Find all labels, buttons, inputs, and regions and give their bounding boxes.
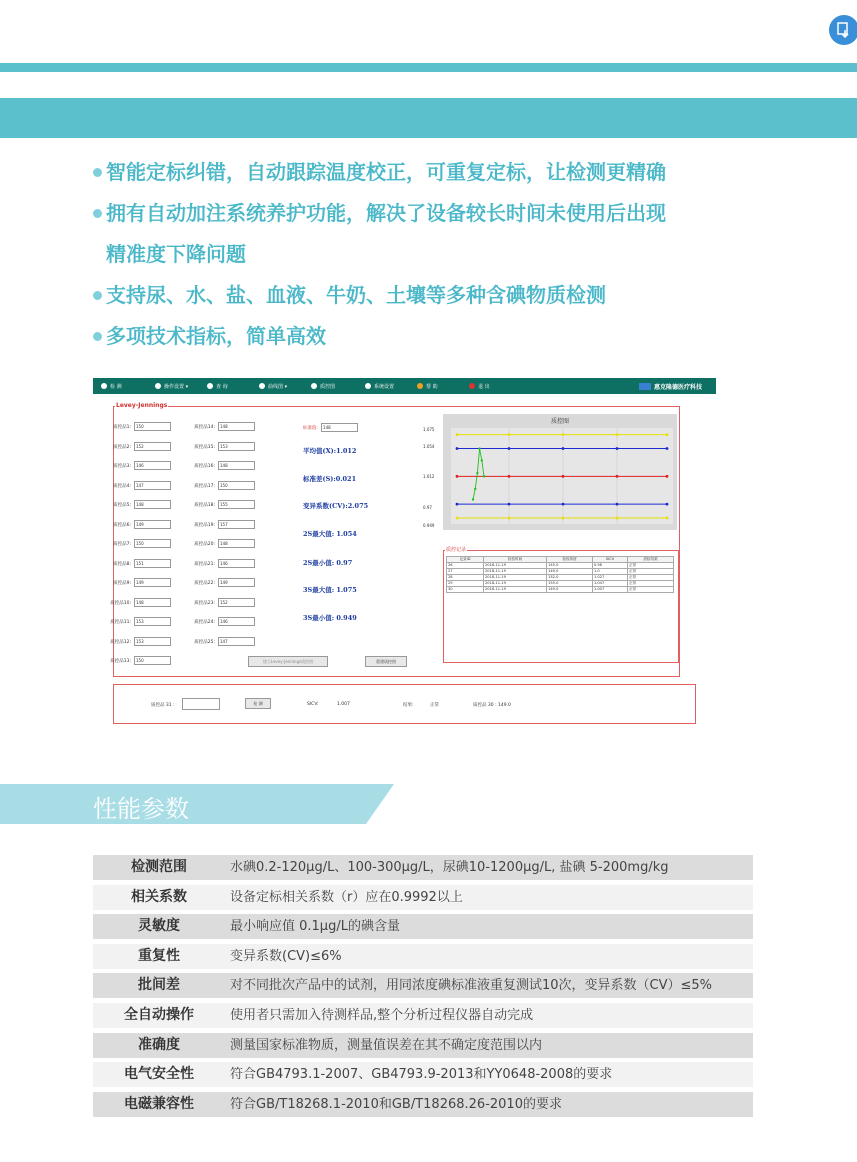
sample-row [107, 656, 171, 665]
stat-line: 3S最大值: 1.075 [303, 586, 357, 594]
concentration-input[interactable]: 148 [321, 423, 358, 432]
param-key: 准确度 [138, 1036, 180, 1053]
table-cell: 145.0 [547, 563, 593, 569]
sample-label: 质控品14: [194, 425, 215, 430]
sample-input[interactable]: 146 [218, 617, 255, 626]
menu-item-qc-chart[interactable]: 质控图 [311, 383, 335, 390]
result-label: 结果: [403, 703, 414, 708]
sicv-value: 1.007 [337, 702, 350, 707]
sample-input[interactable]: 148 [218, 539, 255, 548]
qc-trace-line [473, 449, 484, 500]
param-row [93, 973, 753, 998]
y-tick-label: 1.054 [423, 444, 435, 449]
qc-chart-svg [451, 428, 673, 524]
sample-row [107, 637, 171, 646]
sample-row [191, 500, 255, 509]
sample-label: 质控品1: [113, 425, 131, 430]
stat-line: 标准差(S):0.021 [303, 475, 357, 483]
table-cell: 30 [447, 587, 484, 593]
sample-row [191, 461, 255, 470]
close-icon [469, 383, 475, 389]
sample-row [191, 578, 255, 587]
gear-icon [365, 383, 371, 389]
control-limit-point [456, 475, 459, 478]
sample-input[interactable]: 147 [218, 637, 255, 646]
table-cell: 正常 [628, 563, 674, 569]
table-cell: 149.0 [547, 569, 593, 575]
sample-row [107, 539, 171, 548]
param-row [93, 914, 753, 939]
sample-row [191, 481, 255, 490]
stat-line: 平均值(X):1.012 [303, 447, 357, 455]
sample-label: 质控品5: [113, 503, 131, 508]
sample-row [191, 617, 255, 626]
sample-label: 质控品16: [194, 464, 215, 469]
qc-trace-point [481, 459, 483, 461]
control-limit-point [508, 447, 511, 450]
sample-label: 质控品18: [194, 503, 215, 508]
param-value: 符合GB/T18268.1-2010和GB/T18268.26-2010的要求 [230, 1096, 562, 1112]
sample-label: 质控品17: [194, 483, 215, 489]
table-cell: 155.0 [547, 581, 593, 587]
menu-item-exit[interactable]: 退 出 [469, 383, 490, 390]
sample-label: 质控品4: [113, 483, 131, 489]
header-accent-line [0, 63, 857, 72]
sample-input[interactable]: 149 [218, 578, 255, 587]
sample-row [107, 422, 171, 431]
sample-input[interactable]: 148 [134, 598, 171, 607]
param-value: 变异系数(CV)≤6% [230, 948, 342, 964]
param-value: 符合GB4793.1-2007、GB4793.9-2013和YY0648-2008的要求 [230, 1067, 613, 1083]
sample-input[interactable]: 151 [134, 559, 171, 568]
table-cell: 2018-11-19 [484, 581, 547, 587]
param-row [93, 1003, 753, 1028]
param-key: 电磁兼容性 [124, 1095, 194, 1112]
sample-row [191, 520, 255, 529]
stat-line: 3S最小值: 0.949 [303, 614, 357, 622]
brand-logo-icon [639, 383, 651, 390]
sample-label: 质控品6: [113, 522, 131, 528]
control-limit-point [508, 517, 511, 520]
param-key: 重复性 [138, 947, 180, 964]
sample-row [191, 637, 255, 646]
sample-row [107, 559, 171, 568]
menu-bar [93, 378, 716, 394]
sample-label: 质控品2: [113, 444, 131, 450]
search-icon [101, 383, 107, 389]
sample-label: 质控品22: [194, 581, 215, 586]
stat-line: 2S最大值: 1.054 [303, 530, 357, 538]
control-limit-point [616, 503, 619, 506]
control-limit-point [508, 503, 511, 506]
sample-input[interactable]: 153 [134, 637, 171, 646]
sample-row [191, 442, 255, 451]
sample-input[interactable]: 149 [134, 578, 171, 587]
param-key: 灵敏度 [138, 918, 180, 935]
param-row [93, 1033, 753, 1058]
next-sample-input[interactable] [182, 698, 220, 710]
sample-row [107, 461, 171, 470]
control-limit-point [666, 433, 669, 436]
qc-chart-area [451, 428, 673, 524]
control-limit-point [666, 475, 669, 478]
qc-records-title: 质控记录 [446, 547, 467, 553]
sample-input[interactable]: 153 [134, 617, 171, 626]
y-tick-label: 1.012 [423, 474, 435, 479]
qc-chart [443, 414, 677, 530]
control-limit-point [562, 447, 565, 450]
sample-row [191, 539, 255, 548]
bullet-dot-icon [93, 291, 102, 300]
bullet-dot-icon [93, 332, 102, 341]
section-title: 性能参数 [93, 795, 189, 823]
sample-input[interactable]: 148 [218, 422, 255, 431]
brand: 惠克隆德医疗科技 [639, 382, 702, 391]
section-header [0, 784, 394, 824]
help-icon [417, 383, 423, 389]
control-limit-point [456, 503, 459, 506]
panel-title: Levey-Jennings [116, 402, 168, 409]
param-key: 检测范围 [131, 859, 187, 875]
sample-input[interactable]: 150 [134, 539, 171, 548]
last-sample-label: 质控品 30 : 149.0 [473, 703, 511, 708]
qc-records-table [446, 556, 674, 593]
param-key: 全自动操作 [124, 1006, 194, 1023]
table-cell: 1.027 [592, 575, 627, 581]
menu-item-query[interactable]: 查 询 [207, 383, 228, 390]
sample-label: 质控品10: [110, 600, 131, 606]
param-table [93, 855, 753, 1121]
sample-row [107, 578, 171, 587]
sample-input[interactable]: 150 [134, 656, 171, 665]
control-limit-point [456, 433, 459, 436]
sample-label: 质控品9: [113, 581, 131, 586]
rebuild-qc-chart-button[interactable]: 重建质控图 [365, 656, 407, 667]
control-limit-point [562, 503, 565, 506]
control-limit-point [562, 433, 565, 436]
table-cell: 1.047 [592, 581, 627, 587]
column-header: 记录ID [447, 557, 484, 563]
column-header: 质检结果 [628, 557, 674, 563]
qc-trace-point [472, 498, 474, 500]
control-limit-point [508, 433, 511, 436]
stat-line: 2S最小值: 0.97 [303, 559, 353, 567]
menu-item-help[interactable]: 帮 助 [417, 383, 438, 390]
control-limit-point [616, 447, 619, 450]
param-value: 测量国家标准物质，测量值误差在其不确定度范围以内 [230, 1037, 543, 1053]
sample-label: 质控品25: [194, 639, 215, 645]
control-limit-point [666, 503, 669, 506]
table-cell: 26 [447, 563, 484, 569]
sample-input[interactable]: 148 [218, 461, 255, 470]
table-cell: 1.0 [592, 569, 627, 575]
table-cell: 2018-11-19 [484, 569, 547, 575]
param-key: 批间差 [138, 977, 180, 994]
sample-input[interactable]: 146 [218, 559, 255, 568]
sample-input[interactable]: 149 [134, 520, 171, 529]
table-cell: 27 [447, 569, 484, 575]
param-value: 水碘0.2-120μg/L、100-300μg/L，尿碘10-1200μg/L, 盐碘 5-200mg/kg [230, 860, 669, 875]
param-row [93, 944, 753, 969]
param-value: 使用者只需加入待测样品,整个分析过程仪器自动完成 [230, 1007, 534, 1023]
control-limit-point [562, 517, 565, 520]
qc-chart-icon [311, 383, 317, 389]
sample-row [107, 598, 171, 607]
param-row [93, 855, 753, 880]
param-row [93, 1062, 753, 1087]
control-limit-point [456, 447, 459, 450]
sample-label: 质控品24: [194, 620, 215, 625]
feature-item: 支持尿、水、盐、血液、牛奶、土壤等多种含碘物质检测 [92, 275, 812, 316]
sample-row [107, 442, 171, 451]
control-limit-point [616, 433, 619, 436]
sample-row [107, 617, 171, 626]
qc-trace-point [478, 447, 480, 449]
feature-item: 智能定标纠错，自动跟踪温度校正，可重复定标，让检测更精确 [92, 152, 812, 193]
qc-trace-point [474, 488, 476, 490]
sample-label: 质控品23: [194, 600, 215, 606]
sample-row [107, 500, 171, 509]
table-cell: 149.0 [547, 587, 593, 593]
table-cell: 正常 [628, 575, 674, 581]
table-cell: 2018-11-19 [484, 575, 547, 581]
concentration-field: 标准值: 148 [303, 423, 358, 432]
sample-input[interactable]: 146 [134, 461, 171, 470]
table-cell: 正常 [628, 581, 674, 587]
menu-item-detect[interactable]: 检 测 [101, 383, 122, 390]
control-limit-point [616, 517, 619, 520]
sample-input[interactable]: 148 [134, 500, 171, 509]
sample-label: 质控品21: [194, 561, 215, 567]
control-limit-point [666, 517, 669, 520]
download-badge[interactable] [829, 15, 857, 45]
sample-label: 质控品8: [113, 561, 131, 567]
sicv-label: SICV: [307, 702, 319, 707]
sample-label: 质控品13: [110, 659, 131, 664]
chart-icon [259, 383, 265, 389]
qc-chart-title: 质控图 [550, 418, 569, 425]
sample-label: 质控品15: [194, 444, 215, 450]
qc-trace-point [476, 472, 478, 474]
control-limit-point [508, 475, 511, 478]
sample-input[interactable]: 152 [218, 598, 255, 607]
menu-item-curve[interactable]: 曲线图 ▾ [259, 383, 287, 390]
param-key: 电气安全性 [124, 1066, 194, 1083]
sample-row [191, 422, 255, 431]
sample-row [191, 598, 255, 607]
section-header-ribbon [0, 784, 394, 824]
param-row [93, 1092, 753, 1117]
bullet-dot-icon [93, 168, 102, 177]
param-value: 对不同批次产品中的试剂，用同浓度碘标准液重复测试10次，变异系数（CV）≤5% [230, 978, 713, 994]
table-cell: 2018-11-19 [484, 587, 547, 593]
sample-input[interactable]: 155 [218, 500, 255, 509]
table-cell: 152.0 [547, 575, 593, 581]
feature-item: 多项技术指标，简单高效 [92, 316, 812, 357]
table-cell: 正常 [628, 569, 674, 575]
table-cell: 0.98 [592, 563, 627, 569]
sample-label: 质控品11: [110, 620, 131, 625]
sample-label: 质控品12: [110, 639, 131, 645]
y-tick-label: 0.97 [423, 505, 432, 510]
bullet-dot-icon [93, 209, 102, 218]
table-cell: 1.007 [592, 587, 627, 593]
sample-input[interactable]: 153 [218, 442, 255, 451]
stat-line: 变异系数(CV):2.075 [303, 502, 369, 510]
settings-icon [155, 383, 161, 389]
table-cell: 29 [447, 581, 484, 587]
table-cell: 正常 [628, 587, 674, 593]
y-tick-label: 0.949 [423, 523, 435, 528]
sample-label: 质控品7: [113, 542, 131, 547]
document-download-icon [836, 22, 852, 38]
param-key: 相关系数 [131, 888, 187, 905]
table-cell: 2018-11-19 [484, 563, 547, 569]
query-icon [207, 383, 213, 389]
column-header: 检验浓度 [547, 557, 593, 563]
software-screenshot [93, 378, 716, 726]
feature-item: 拥有自动加注系统养护功能，解决了设备较长时间未使用后出现 精准度下降问题 [92, 193, 812, 275]
control-limit-point [666, 447, 669, 450]
sample-row [107, 520, 171, 529]
column-header: SICV [592, 557, 627, 563]
sample-label: 质控品19: [194, 522, 215, 528]
menu-item-settings[interactable]: 操作设置 ▾ [155, 383, 188, 390]
sample-row [107, 481, 171, 490]
table-cell: 28 [447, 575, 484, 581]
sample-input[interactable]: 150 [218, 481, 255, 490]
menu-item-system[interactable]: 系统设置 [365, 383, 394, 390]
param-value: 设备定标相关系数（r）应在0.9992以上 [230, 889, 463, 905]
param-row [93, 885, 753, 910]
sample-input[interactable]: 152 [134, 442, 171, 451]
y-tick-label: 1.075 [423, 427, 435, 432]
sample-input[interactable]: 157 [218, 520, 255, 529]
feature-list [92, 152, 812, 357]
sample-label: 质控品20: [194, 542, 215, 547]
column-header: 检验时间 [484, 557, 547, 563]
sample-row [191, 559, 255, 568]
table-row[interactable] [447, 587, 674, 593]
control-limit-point [562, 475, 565, 478]
detect-button[interactable]: 检 测 [245, 698, 271, 709]
sample-input[interactable]: 147 [134, 481, 171, 490]
param-value: 最小响应值 0.1μg/L的碘含量 [230, 919, 400, 935]
header-band [0, 98, 857, 138]
next-sample-label: 质控品 31 : [151, 703, 175, 708]
sample-label: 质控品3: [113, 464, 131, 469]
qc-trace-point [483, 475, 485, 477]
build-qc-chart-button[interactable]: 建立Levey-Jennings质控图 [248, 656, 328, 667]
result-value: 正常 [430, 703, 439, 708]
control-limit-point [456, 517, 459, 520]
control-limit-point [616, 475, 619, 478]
sample-input[interactable]: 150 [134, 422, 171, 431]
